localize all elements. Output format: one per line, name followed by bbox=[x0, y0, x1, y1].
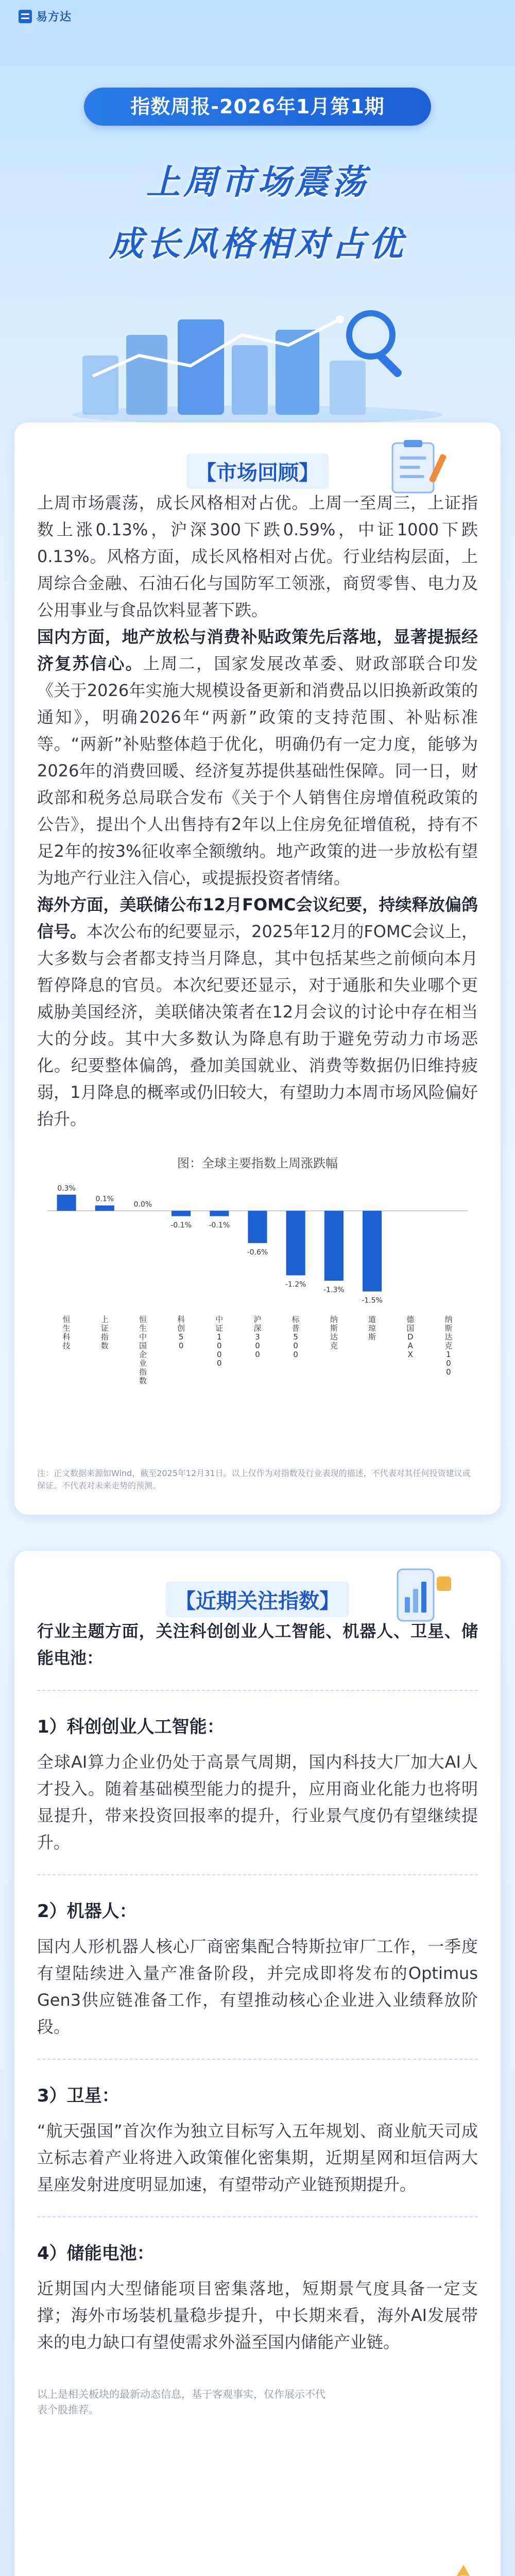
focus-title: 【近期关注指数】 bbox=[166, 1582, 349, 1617]
focus-item-2-head: 2）机器人： bbox=[37, 1901, 137, 1922]
chart-bar bbox=[95, 1206, 114, 1211]
chart-category-label: 恒生中国企业指数 bbox=[139, 1315, 147, 1385]
brand-mark-icon bbox=[19, 10, 32, 23]
focus-item-3-text: “航天强国”首次作为独立目标写入五年规划、商业航天司成立标志着产业将进入政策催化密集期，近期星网和垣信两大星座发射进度明显加速，有望带动产业链预期提升。 bbox=[37, 2121, 478, 2194]
chart-category-label: 沪深 3 0 0 bbox=[253, 1315, 262, 1359]
chart-bar bbox=[210, 1211, 229, 1216]
focus-header bbox=[14, 1551, 501, 1618]
growth-chart-icon bbox=[377, 2561, 480, 2576]
divider bbox=[37, 1690, 478, 1691]
hero-banner bbox=[0, 0, 515, 422]
chart-bar bbox=[171, 1211, 191, 1216]
focus-item-2-text: 国内人形机器人核心厂商密集配合特斯拉审厂工作，一季度有望陆续进入量产准备阶段，并完成即将发布的Optimus Gen3供应链准备工作，有望推动核心企业进入业绩释放阶段。 bbox=[37, 1937, 478, 2037]
headline-line-1: 上周市场震荡 bbox=[146, 162, 369, 202]
chart-category-label: 道琼斯 bbox=[368, 1315, 376, 1342]
focus-intro: 行业主题方面，关注科创创业人工智能、机器人、卫星、储能电池： bbox=[37, 1621, 478, 1668]
chart-bar bbox=[363, 1211, 382, 1292]
closing-note: 以上是相关板块的最新动态信息，基于客观事实，仅作展示不代表个股推荐。 bbox=[37, 2388, 325, 2416]
focus-item-1-text: 全球AI算力企业仍处于高景气周期，国内科技大厂加大AI人才投入。随着基础模型能力的提升，应用商业化能力也将明显提升，带来投资回报率的提升，行业景气度仍有望继续提升。 bbox=[37, 1752, 478, 1852]
focus-body bbox=[14, 1618, 501, 2417]
review-paragraph-3-lead: 海外方面，美联储公布12月FOMC会议纪要，持续释放偏鸽信号。 bbox=[37, 895, 478, 941]
focus-item-3-head: 3）卫星： bbox=[37, 2086, 119, 2106]
brand-logo[interactable] bbox=[19, 8, 72, 24]
chart-category-label: 标普 5 0 0 bbox=[291, 1315, 300, 1359]
focus-item-1-head: 1）科创创业人工智能： bbox=[37, 1717, 225, 1737]
chart-category-label: 恒生科技 bbox=[62, 1315, 71, 1350]
focus-item-4-head: 4）储能电池： bbox=[37, 2243, 154, 2264]
chart-value-label: -1.5% bbox=[362, 1296, 383, 1305]
chart-value-label: -0.6% bbox=[247, 1248, 268, 1257]
brand-name: 易方达 bbox=[36, 11, 72, 24]
chart-category-label: 中证 1 0 0 0 bbox=[215, 1315, 224, 1368]
chart-bar bbox=[57, 1195, 76, 1211]
issue-label: 指数周报-2026年1月第1期 bbox=[84, 88, 431, 126]
chart-bar bbox=[248, 1211, 267, 1243]
chart-title: 图：全球主要指数上周涨跌幅 bbox=[177, 1156, 338, 1171]
market-review-header bbox=[14, 422, 501, 489]
chart-category-label: 纳斯达克 bbox=[330, 1315, 338, 1350]
review-paragraph-1: 上周市场震荡，成长风格相对占优。上周一至周三，上证指数上涨0.13%，沪深300下跌0.59%，中证1000下跌0.13%。风格方面，成长风格相对占优。行业结构层面，上周综合金融、石油石化与国防军工领涨，商贸零售、电力及公用事业与食品饮料显著下跌。 bbox=[37, 493, 478, 620]
chart-value-label: 0.1% bbox=[95, 1195, 114, 1204]
chart-bar bbox=[324, 1211, 344, 1281]
divider bbox=[37, 1874, 478, 1875]
chart-category-label: 纳斯达克 1 0 0 bbox=[444, 1315, 453, 1377]
clipboard-icon bbox=[377, 438, 459, 495]
chart-value-label: -1.3% bbox=[323, 1285, 345, 1294]
index-change-chart bbox=[37, 1153, 478, 1462]
review-paragraph-2 bbox=[37, 623, 478, 891]
divider bbox=[37, 2216, 478, 2217]
chart-category-label: 上证指数 bbox=[100, 1315, 109, 1350]
review-paragraph-2-lead: 国内方面，地产放松与消费补贴政策先后落地，显著提振经济复苏信心。 bbox=[37, 627, 478, 673]
chart-value-label: -0.1% bbox=[170, 1221, 192, 1230]
divider bbox=[37, 2059, 478, 2060]
market-review-body bbox=[14, 489, 501, 1132]
chart-bar bbox=[286, 1211, 305, 1275]
market-review-title: 【市场回顾】 bbox=[186, 453, 329, 489]
chart-value-label: 0.3% bbox=[57, 1184, 76, 1193]
chart-value-label: 0.0% bbox=[133, 1200, 152, 1209]
chart-category-label: 德国 D A X bbox=[406, 1315, 415, 1359]
phone-chart-icon bbox=[377, 1566, 459, 1623]
headline-line-2: 成长风格相对占优 bbox=[109, 224, 406, 264]
chart-category-label: 科创 5 0 bbox=[177, 1315, 185, 1350]
source-note: 注：正文数据来源如Wind，截至2025年12月31日。以上仅作为对指数及行业表现的描述，不代表对其任何投资建议或保证。不代表对未来走势的预测。 bbox=[37, 1468, 471, 1490]
market-review-card bbox=[14, 422, 501, 1515]
focus-item-4-text: 近期国内大型储能项目密集落地，短期景气度具备一定支撑；海外市场装机量稳步提升，中长期来看，海外AI发展带来的电力缺口有望使需求外溢至国内储能产业链。 bbox=[37, 2279, 478, 2352]
focus-card bbox=[14, 1551, 501, 2576]
bar-chart-svg bbox=[37, 1174, 478, 1442]
review-paragraph-3 bbox=[37, 891, 478, 1132]
chart-value-label: -1.2% bbox=[285, 1280, 306, 1289]
review-paragraph-2-rest: 上周二，国家发展改革委、财政部联合印发《关于2026年实施大规模设备更新和消费品以旧换新政策的通知》，明确2026年“两新”政策的支持范围、补贴标准等。“两新”补贴整体趋于优化，明确仍有一定力度，能够为2026年的消费回暖、经济复苏提供基础性保障。同一日，财政部和税务总局联合发布《关于个人销售住房增值税政策的公告》，提出个人出售持有2年以上住房免征增值税，持有不足2年的按3%征收率全额缴纳。地产政策的进一步放松有望为地产行业注入信心，或提振投资者情绪。 bbox=[37, 654, 478, 888]
chart-value-label: -0.1% bbox=[209, 1221, 230, 1230]
review-paragraph-3-rest: 本次公布的纪要显示，2025年12月的FOMC会议上，大多数与会者都支持当月降息，其中包括某些之前倾向本月暂停降息的官员。本次纪要还显示，对于通胀和失业哪个更威胁美国经济，美联储决策者在12月会议的讨论中存在相当大的分歧。其中大多数认为降息有助于避免劳动力市场恶化。纪要整体偏鸽，叠加美国就业、消费等数据仍旧维持疲弱，1月降息的概率或仍旧较大，有望助力本周市场风险偏好抬升。 bbox=[37, 922, 478, 1129]
hero-illustration bbox=[0, 289, 515, 422]
